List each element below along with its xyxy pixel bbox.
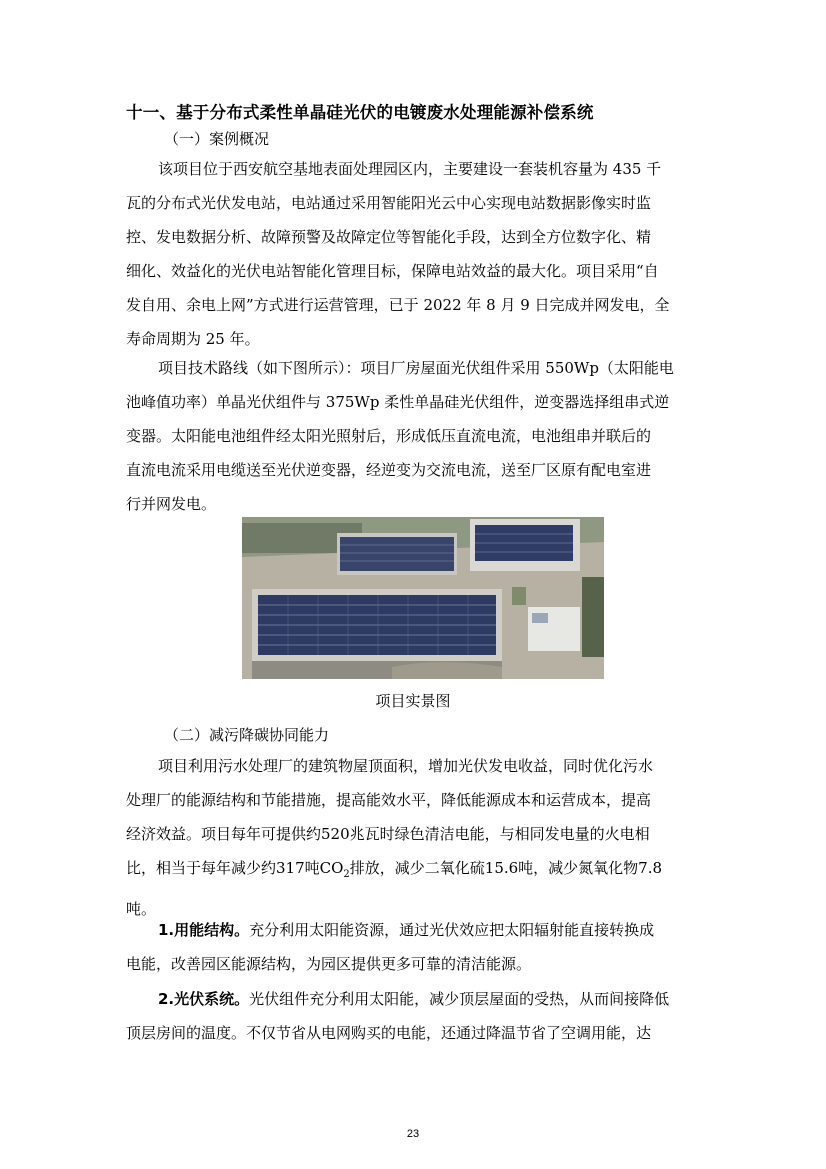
- project-photo: [242, 517, 604, 679]
- text-line: [126, 913, 712, 947]
- pv-system-item: [126, 982, 712, 1050]
- text-line: 经济效益。项目每年可提供约520兆瓦时绿色清洁电能，与相同发电量的火电相: [126, 825, 650, 843]
- item-lead: 2.光伏系统。: [158, 990, 250, 1008]
- text-line: 顶层房间的温度。不仅节省从电网购买的电能，还通过降温节省了空调用能，达: [126, 1024, 652, 1042]
- overview-paragraph: [126, 152, 712, 356]
- text-fragment: 比，相当于每年减少约317吨CO: [126, 859, 344, 877]
- item-lead: 1.用能结构。: [158, 921, 250, 939]
- text-line: [126, 982, 712, 1016]
- text-line: 处理厂的能源结构和节能措施，提高能效水平，降低能源成本和运营成本，提高: [126, 791, 652, 809]
- text-line: 细化、效益化的光伏电站智能化管理目标，保障电站效益的最大化。项目采用“自: [126, 262, 659, 280]
- text-line: 发自用、余电上网”方式进行运营管理，已于 2022 年 8 月 9 日完成并网发电，全: [126, 296, 670, 314]
- tech-route-paragraph: [126, 351, 712, 521]
- text-line: 控、发电数据分析、故障预警及故障定位等智能化手段，达到全方位数字化、精: [126, 228, 652, 246]
- synergy-paragraph: [126, 749, 712, 926]
- section-title-overview: （一）案例概况: [164, 130, 270, 148]
- text-line: 行并网发电。: [126, 495, 217, 513]
- text-line: 吨。: [126, 900, 157, 918]
- text-line: 寿命周期为 25 年。: [126, 330, 260, 348]
- photo-caption: 项目实景图: [375, 692, 451, 710]
- page-heading: 十一、基于分布式柔性单晶硅光伏的电镀废水处理能源补偿系统: [126, 103, 594, 122]
- text-line: 电能，改善园区能源结构，为园区提供更多可靠的清洁能源。: [126, 955, 532, 973]
- text-line: [126, 851, 712, 892]
- text-line: 直流电流采用电缆送至光伏逆变器，经逆变为交流电流，送至厂区原有配电室进: [126, 461, 652, 479]
- text-line: 该项目位于西安航空基地表面处理园区内，主要建设一套装机容量为 435 千: [158, 160, 662, 178]
- text-line: 项目利用污水处理厂的建筑物屋顶面积，增加光伏发电收益，同时优化污水: [158, 757, 654, 775]
- energy-structure-item: [126, 913, 712, 981]
- text-fragment: 充分利用太阳能资源，通过光伏效应把太阳辐射能直接转换成: [249, 921, 655, 939]
- text-line: 项目技术路线（如下图所示）：项目厂房屋面光伏组件采用 550Wp（太阳能电: [158, 359, 674, 377]
- section-title-synergy: （二）减污降碳协同能力: [164, 726, 330, 744]
- text-line: 瓦的分布式光伏发电站，电站通过采用智能阳光云中心实现电站数据影像实时监: [126, 194, 652, 212]
- page-number: 23: [406, 1128, 420, 1140]
- text-line: 变器。太阳能电池组件经太阳光照射后，形成低压直流电流，电池组串并联后的: [126, 427, 652, 445]
- subscript: 2: [343, 869, 350, 880]
- text-fragment: 排放，减少二氧化硫15.6吨，减少氮氧化物7.8: [349, 859, 663, 877]
- text-line: 池峰值功率）单晶光伏组件与 375Wp 柔性单晶硅光伏组件，逆变器选择组串式逆: [126, 393, 670, 411]
- text-fragment: 光伏组件充分利用太阳能，减少顶层屋面的受热，从而间接降低: [249, 990, 670, 1008]
